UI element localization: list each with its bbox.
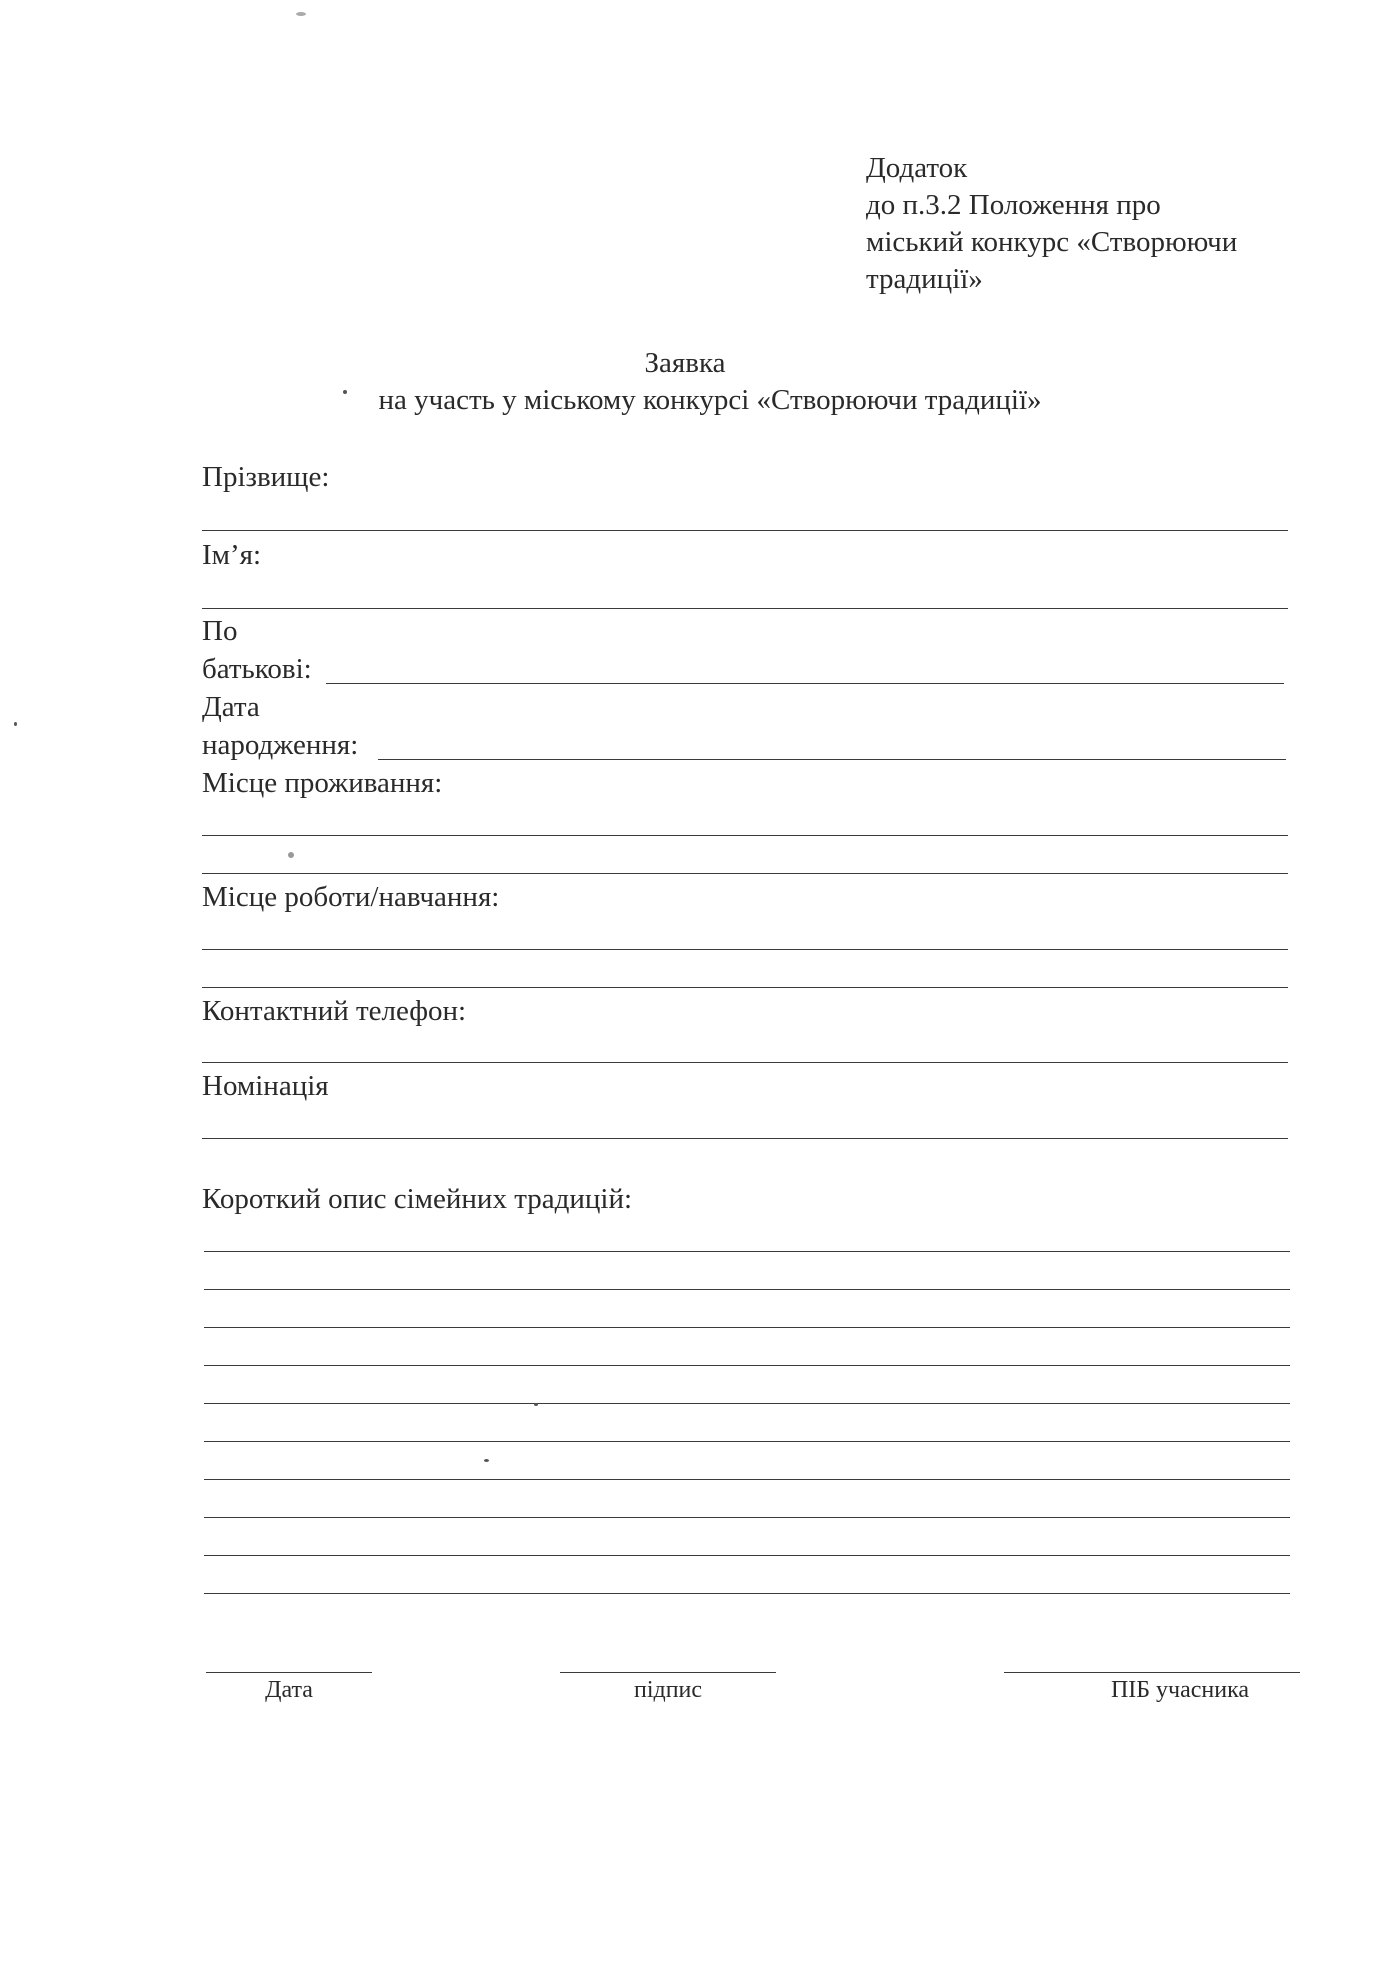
name-label: Ім’я: bbox=[202, 539, 262, 571]
description-line-5[interactable] bbox=[204, 1403, 1290, 1404]
appendix-header bbox=[866, 150, 1237, 298]
phone-line[interactable] bbox=[202, 1062, 1288, 1063]
work-line-1[interactable] bbox=[202, 949, 1288, 950]
birthdate-label-1: Дата bbox=[202, 691, 260, 723]
residence-line-1[interactable] bbox=[202, 835, 1288, 836]
name-line[interactable] bbox=[202, 608, 1288, 609]
appendix-line-1: Додаток bbox=[866, 152, 968, 184]
birthdate-line[interactable] bbox=[378, 759, 1286, 760]
scan-speck bbox=[296, 12, 306, 16]
form-subtitle: на участь у міському конкурсі «Створюючи традиції» bbox=[378, 384, 1042, 416]
scan-speck bbox=[14, 722, 17, 726]
patronymic-label-2: батькові: bbox=[202, 653, 312, 685]
description-line-3[interactable] bbox=[204, 1327, 1290, 1328]
birthdate-label-2: народження: bbox=[202, 729, 359, 761]
nomination-line[interactable] bbox=[202, 1138, 1288, 1139]
description-label: Короткий опис сімейних традицій: bbox=[202, 1183, 633, 1215]
work-line-2[interactable] bbox=[202, 987, 1288, 988]
nomination-label: Номінація bbox=[202, 1070, 329, 1102]
residence-label: Місце проживання: bbox=[202, 767, 443, 799]
description-line-7[interactable] bbox=[204, 1479, 1290, 1480]
scan-speck bbox=[288, 852, 294, 858]
appendix-line-4: традиції» bbox=[866, 263, 983, 295]
patronymic-label-1: По bbox=[202, 615, 238, 647]
form-title: Заявка bbox=[644, 347, 726, 379]
residence-line-2[interactable] bbox=[202, 873, 1288, 874]
description-line-9[interactable] bbox=[204, 1555, 1290, 1556]
scan-speck bbox=[484, 1459, 489, 1462]
phone-label: Контактний телефон: bbox=[202, 995, 467, 1027]
sign-signature-line[interactable] bbox=[560, 1672, 776, 1673]
description-line-4[interactable] bbox=[204, 1365, 1290, 1366]
surname-label: Прізвище: bbox=[202, 461, 330, 493]
description-line-10[interactable] bbox=[204, 1593, 1290, 1594]
scan-speck bbox=[534, 1403, 538, 1406]
date-signature-line[interactable] bbox=[206, 1672, 372, 1673]
work-label: Місце роботи/навчання: bbox=[202, 881, 500, 913]
name-signature-line[interactable] bbox=[1004, 1672, 1300, 1673]
signature-date-label: Дата bbox=[265, 1677, 313, 1703]
surname-line[interactable] bbox=[202, 530, 1288, 531]
scan-speck bbox=[343, 390, 347, 394]
appendix-line-3: міський конкурс «Створюючи bbox=[866, 226, 1238, 258]
description-line-2[interactable] bbox=[204, 1289, 1290, 1290]
description-line-1[interactable] bbox=[204, 1251, 1290, 1252]
patronymic-line[interactable] bbox=[326, 683, 1284, 684]
signature-name-label: ПІБ учасника bbox=[1110, 1677, 1250, 1703]
description-line-6[interactable] bbox=[204, 1441, 1290, 1442]
appendix-line-2: до п.3.2 Положення про bbox=[866, 189, 1161, 221]
signature-sign-label: підпис bbox=[633, 1677, 703, 1703]
description-line-8[interactable] bbox=[204, 1517, 1290, 1518]
